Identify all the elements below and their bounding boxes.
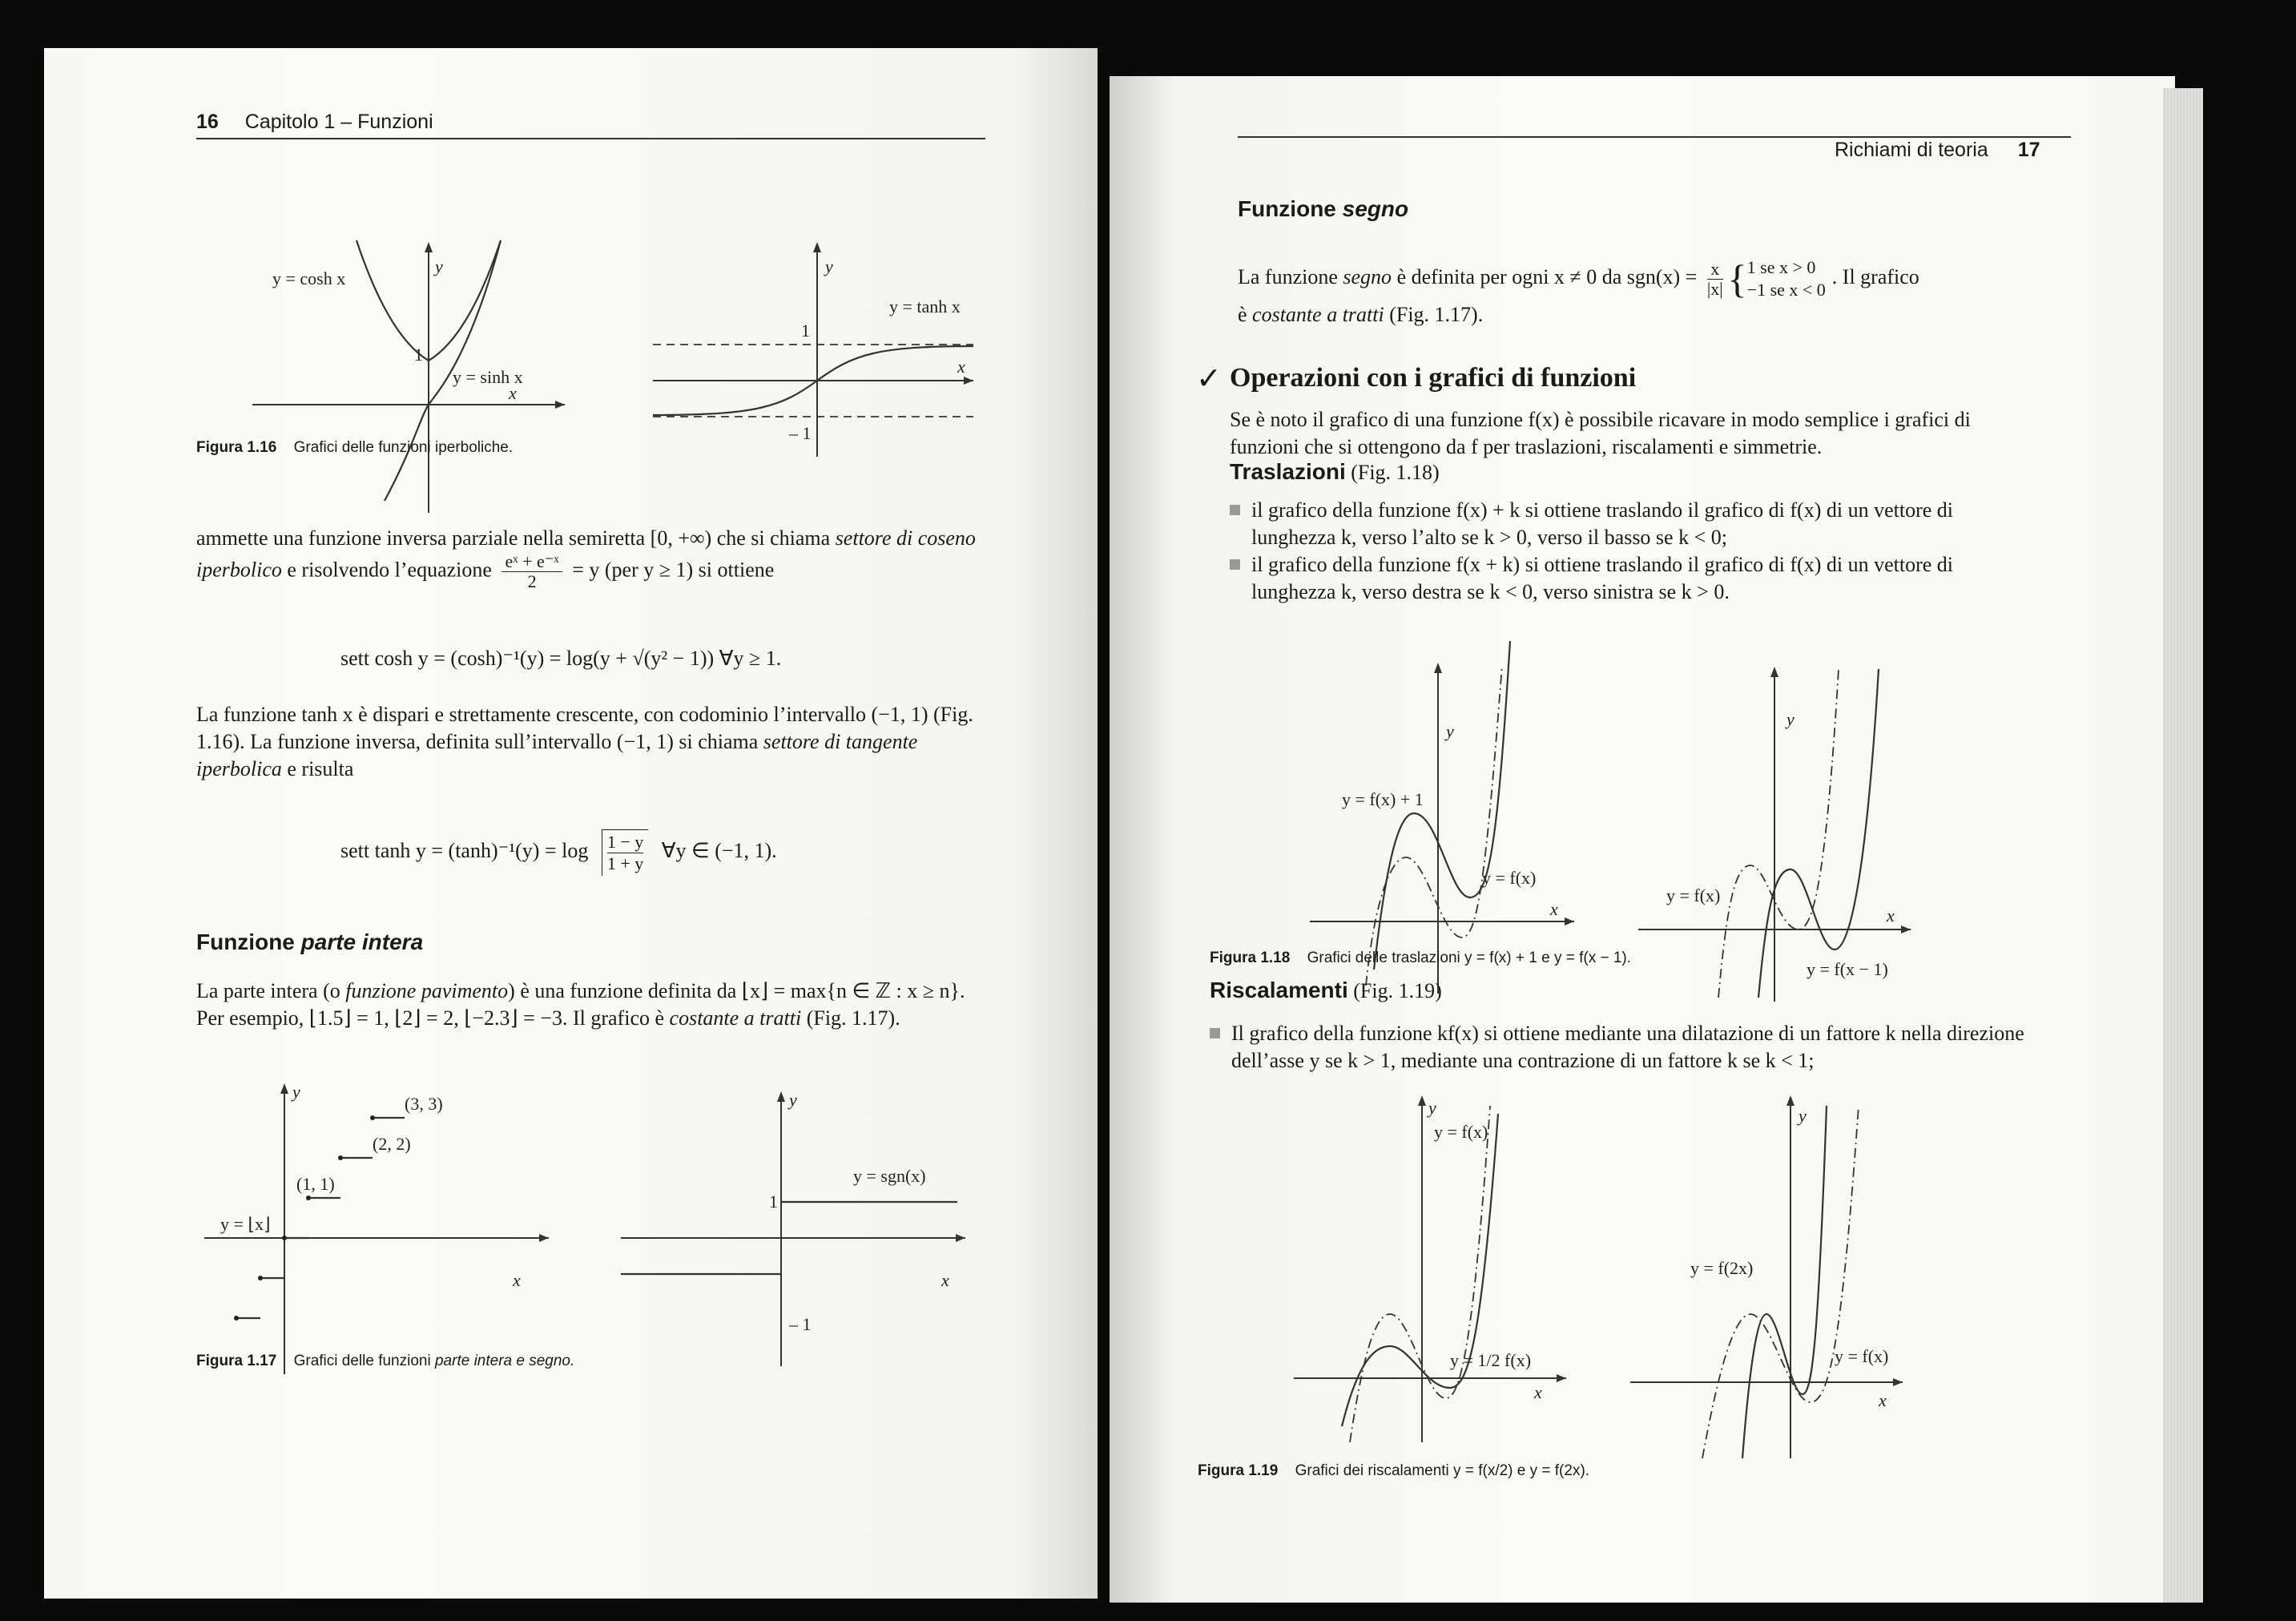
- y-axis-arrow: [1786, 1095, 1795, 1106]
- sinh-label: y = sinh x: [453, 367, 523, 387]
- step-dot: [306, 1196, 311, 1200]
- label-f-plus-1: y = f(x) + 1: [1342, 789, 1424, 809]
- subsection-title: Riscalamenti: [1210, 978, 1348, 1002]
- text: La funzione tanh x è dispari e strettamente crescente, con codominio l’intervallo (−1, 1) (Fig. 1.16). La funzione inversa, definita sull’intervallo (−1, 1) si chiama: [196, 703, 973, 753]
- caption-number: Figura 1.18: [1210, 950, 1291, 966]
- label-f-minus-1: y = f(x − 1): [1807, 959, 1888, 979]
- checkmark-icon: ✓: [1196, 362, 1222, 396]
- half-f-curve: [1342, 1114, 1498, 1426]
- y-axis-arrow: [1434, 663, 1442, 673]
- section-title-segno: [1238, 196, 1408, 222]
- list-item-text: il grafico della funzione f(x) + k si ottiene traslando il grafico di f(x) di un vettore di lunghezza k, verso l’alto se k > 0, verso il basso se k < 0;: [1251, 498, 1953, 549]
- caption-number: Figura 1.16: [196, 439, 277, 456]
- x-axis-arrow: [539, 1234, 549, 1242]
- text-italic: costante a tratti: [1252, 303, 1384, 326]
- cases: [1747, 256, 1826, 301]
- f-curve-dashed: [1366, 665, 1502, 986]
- subsection-traslazioni: [1230, 459, 1440, 485]
- fraction-numerator: x: [1707, 260, 1723, 280]
- formula-part: sett tanh y = (tanh)⁻¹(y) = log: [340, 838, 589, 862]
- bullet-list-traslazioni: [1230, 497, 2039, 606]
- text-italic: funzione pavimento: [345, 979, 509, 1002]
- one-label: 1: [414, 345, 423, 365]
- x-label: x: [513, 1270, 521, 1290]
- x-axis-arrow: [956, 1234, 965, 1242]
- page-number: 16: [196, 111, 219, 133]
- step-dot: [234, 1316, 239, 1321]
- point-label-1-1: (1, 1): [296, 1174, 335, 1194]
- step-dot: [338, 1155, 343, 1160]
- figure-1-17-sign: [621, 1070, 997, 1374]
- x-label: x: [1550, 899, 1558, 919]
- y-label: y: [1799, 1106, 1807, 1126]
- text-italic: settore di coseno iperbolico: [196, 526, 976, 582]
- text: (Fig. 1.17).: [1384, 303, 1484, 326]
- label-f: y = f(x): [1835, 1346, 1889, 1366]
- paragraph-settore-tangente: [196, 701, 993, 783]
- y-axis-arrow: [1418, 1095, 1426, 1106]
- formula-sett-cosh: sett cosh y = (cosh)⁻¹(y) = log(y + √(y² − 1)) ∀y ≥ 1.: [340, 647, 782, 670]
- x-label: x: [1887, 905, 1895, 925]
- x-axis-arrow: [1901, 925, 1911, 933]
- y-label: y: [1446, 721, 1454, 741]
- header-rule: [196, 138, 985, 139]
- x-label: x: [957, 357, 965, 377]
- label-f: y = f(x): [1482, 868, 1537, 888]
- text: e risulta: [281, 757, 354, 780]
- list-item: [1210, 1020, 2035, 1075]
- bullet-icon: [1230, 505, 1240, 515]
- figure-1-16-cosh-sinh: [228, 192, 589, 513]
- step-dot: [258, 1276, 263, 1280]
- text-italic: costante a tratti: [669, 1006, 802, 1030]
- f-minus-one-curve: [1758, 669, 1879, 998]
- list-item: [1230, 497, 2039, 551]
- text: . Il grafico: [1831, 264, 1919, 288]
- text-italic: segno: [1342, 196, 1409, 221]
- floor-label: y = ⌊x⌋: [220, 1214, 271, 1234]
- minus-one-label: – 1: [789, 423, 812, 443]
- y-axis-arrow: [280, 1083, 288, 1094]
- sqrt-fraction: [602, 829, 648, 876]
- y-label: y: [789, 1090, 797, 1110]
- caption-text: Grafici delle funzioni: [293, 1353, 435, 1369]
- header-rule: [1238, 136, 2071, 138]
- f-2x-curve: [1742, 1106, 1827, 1458]
- fraction-denominator: 1 + y: [606, 853, 644, 873]
- one-label: 1: [801, 321, 810, 341]
- right-page: [1110, 76, 2175, 1603]
- fraction: [501, 552, 562, 591]
- fraction-numerator: 1: [1477, 1350, 1487, 1370]
- subsection-riscalamenti: [1210, 978, 1442, 1003]
- caption-number: Figura 1.17: [196, 1353, 277, 1369]
- figure-1-16-tanh: [637, 200, 997, 505]
- text: è: [1238, 303, 1253, 326]
- y-label: y: [825, 256, 833, 276]
- figure-1-18-caption: [1210, 950, 1631, 967]
- label-f-2x: y = f(2x): [1690, 1258, 1754, 1278]
- minus-one-label: – 1: [789, 1314, 812, 1334]
- figure-1-17-floor: [204, 1062, 621, 1382]
- x-label: x: [1534, 1382, 1542, 1402]
- text: (Fig. 1.19): [1347, 979, 1442, 1002]
- fraction-numerator: 1 − y: [606, 832, 644, 852]
- text-italic: parte intera: [300, 929, 424, 954]
- caption-text-italic: parte intera e segno.: [434, 1353, 575, 1369]
- section-title-parte-intera: [196, 929, 423, 955]
- point-label-2-2: (2, 2): [373, 1134, 411, 1154]
- y-label: y: [292, 1082, 300, 1102]
- label-f: y = f(x): [1434, 1122, 1488, 1142]
- fraction-denominator: 2: [1491, 1350, 1500, 1370]
- x-axis-arrow: [1893, 1378, 1903, 1386]
- figure-1-17-caption: [196, 1353, 574, 1370]
- cosh-label: y = cosh x: [272, 268, 346, 288]
- figure-1-16-caption: [196, 439, 513, 457]
- figure-1-19-caption: [1198, 1462, 1589, 1480]
- paragraph-settore-coseno: [196, 525, 993, 591]
- running-head: Capitolo 1 – Funzioni: [244, 111, 433, 133]
- formula-part: ∀y ∈ (−1, 1).: [661, 838, 777, 862]
- figure-1-19-vertical-scale: [1294, 1090, 1630, 1458]
- x-axis-arrow: [1557, 1374, 1566, 1382]
- caption-text: Grafici delle funzioni iperboliche.: [293, 439, 514, 456]
- paragraph-operazioni: Se è noto il grafico di una funzione f(x) è possibile ricavare in modo semplice i grafici di funzioni che si ottengono da f per traslazioni, riscalamenti e simmetrie.: [1230, 408, 1971, 458]
- bullet-icon: [1210, 1028, 1220, 1038]
- f-curve-dashed: [1718, 669, 1839, 998]
- text: La funzione: [1238, 264, 1343, 288]
- book-page-edge: [2163, 88, 2203, 1603]
- figure-1-18-vertical-shift: [1310, 633, 1630, 1002]
- fraction-numerator: eˣ + e⁻ˣ: [501, 552, 562, 572]
- tanh-label: y = tanh x: [889, 296, 961, 317]
- text: ) è una funzione definita da ⌊x⌋ = max{n ∈ ℤ : x ≥ n}. Per esempio, ⌊1.5⌋ = 1, ⌊2⌋ = 2, ⌊−2.3⌋ = −3. Il grafico è: [196, 979, 965, 1030]
- y-label: y: [435, 256, 443, 276]
- figure-1-19-horizontal-scale: [1630, 1090, 1967, 1466]
- left-page: [44, 48, 1098, 1599]
- running-head: Richiami di teoria: [1835, 139, 1988, 161]
- text: Funzione: [1238, 196, 1343, 221]
- text: La parte intera (o: [196, 979, 346, 1002]
- caption-text: Grafici delle traslazioni y = f(x) + 1 e y = f(x − 1).: [1307, 950, 1632, 966]
- bullet-list-riscalamenti: [1210, 1020, 2035, 1075]
- subsection-title: Traslazioni: [1230, 459, 1346, 484]
- section-title-operazioni: Operazioni con i grafici di funzioni: [1230, 363, 1637, 393]
- x-axis-arrow: [964, 377, 973, 385]
- fraction-denominator: 2: [527, 571, 537, 591]
- y-axis-arrow: [425, 242, 433, 252]
- text: (Fig. 1.18): [1345, 461, 1440, 484]
- list-item: [1230, 551, 2039, 606]
- sgn-label: y = sgn(x): [853, 1166, 926, 1186]
- figure-1-18-horizontal-shift: [1638, 637, 1975, 1006]
- x-axis-arrow: [1565, 917, 1574, 925]
- f-curve-dashed: [1350, 1106, 1490, 1442]
- x-label: x: [1879, 1390, 1887, 1410]
- fraction-denominator: |x|: [1706, 278, 1723, 299]
- bullet-icon: [1230, 559, 1240, 570]
- formula-sett-tanh: [340, 829, 777, 876]
- text: è definita per ogni x ≠ 0 da sgn(x) =: [1392, 264, 1702, 288]
- page-header-right: [1835, 139, 2040, 162]
- caption-number: Figura 1.19: [1198, 1462, 1279, 1479]
- point-label-3-3: (3, 3): [405, 1094, 443, 1114]
- y-label: y: [1786, 709, 1795, 729]
- text-italic: settore di tangente iperbolica: [196, 730, 918, 780]
- label-part: y =: [1450, 1350, 1478, 1370]
- text: = y (per y ≥ 1) si ottiene: [566, 558, 775, 582]
- paragraph-segno: La funzione segno è definita per ogni x ≠ 0 da sgn(x) = $\frac{x}{|x|}$ { 1 se x > 0 −1 se x < 0 . Il grafico è costante a tratti (Fig. 1.17).: [1238, 256, 1919, 326]
- y-axis-arrow: [1770, 667, 1778, 677]
- fraction: [1707, 260, 1723, 299]
- text: Funzione: [196, 929, 301, 954]
- x-label: x: [941, 1270, 949, 1290]
- label-f: y = f(x): [1666, 885, 1721, 905]
- page-number: 17: [2017, 139, 2040, 161]
- y-axis-arrow: [777, 1091, 785, 1102]
- list-item-text: il grafico della funzione f(x + k) si ottiene traslando il grafico di f(x) di un vettore di lunghezza k, verso destra se k < 0, verso sinistra se k > 0.: [1251, 553, 1953, 603]
- text-italic: segno: [1343, 264, 1392, 288]
- label-half-f: y = 1/2 f(x): [1450, 1350, 1532, 1370]
- text: e risolvendo l’equazione: [281, 558, 497, 582]
- label-part: f(x): [1500, 1350, 1532, 1370]
- y-axis-arrow: [813, 242, 821, 252]
- paragraph-parte-intera: [196, 978, 993, 1032]
- x-label: x: [509, 383, 517, 403]
- x-axis-arrow: [555, 401, 565, 409]
- case-1: 1 se x > 0: [1746, 257, 1816, 277]
- page-header-left: [196, 111, 433, 134]
- f-curve-dashed: [1702, 1106, 1859, 1458]
- case-2: −1 se x < 0: [1746, 280, 1826, 300]
- list-item-text: Il grafico della funzione kf(x) si ottiene mediante una dilatazione di un fattore k nella direzione dell’asse y se k > 1, mediante una contrazione di un fattore k se k < 1;: [1231, 1022, 2024, 1072]
- text: (Fig. 1.17).: [801, 1006, 900, 1030]
- text: ammette una funzione inversa parziale nella semiretta [0, +∞) che si chiama: [196, 526, 836, 550]
- one-label: 1: [769, 1192, 778, 1212]
- caption-text: Grafici dei riscalamenti y = f(x/2) e y = f(2x).: [1295, 1462, 1590, 1479]
- step-dot: [282, 1236, 287, 1240]
- y-label: y: [1428, 1098, 1436, 1118]
- step-dot: [370, 1115, 375, 1120]
